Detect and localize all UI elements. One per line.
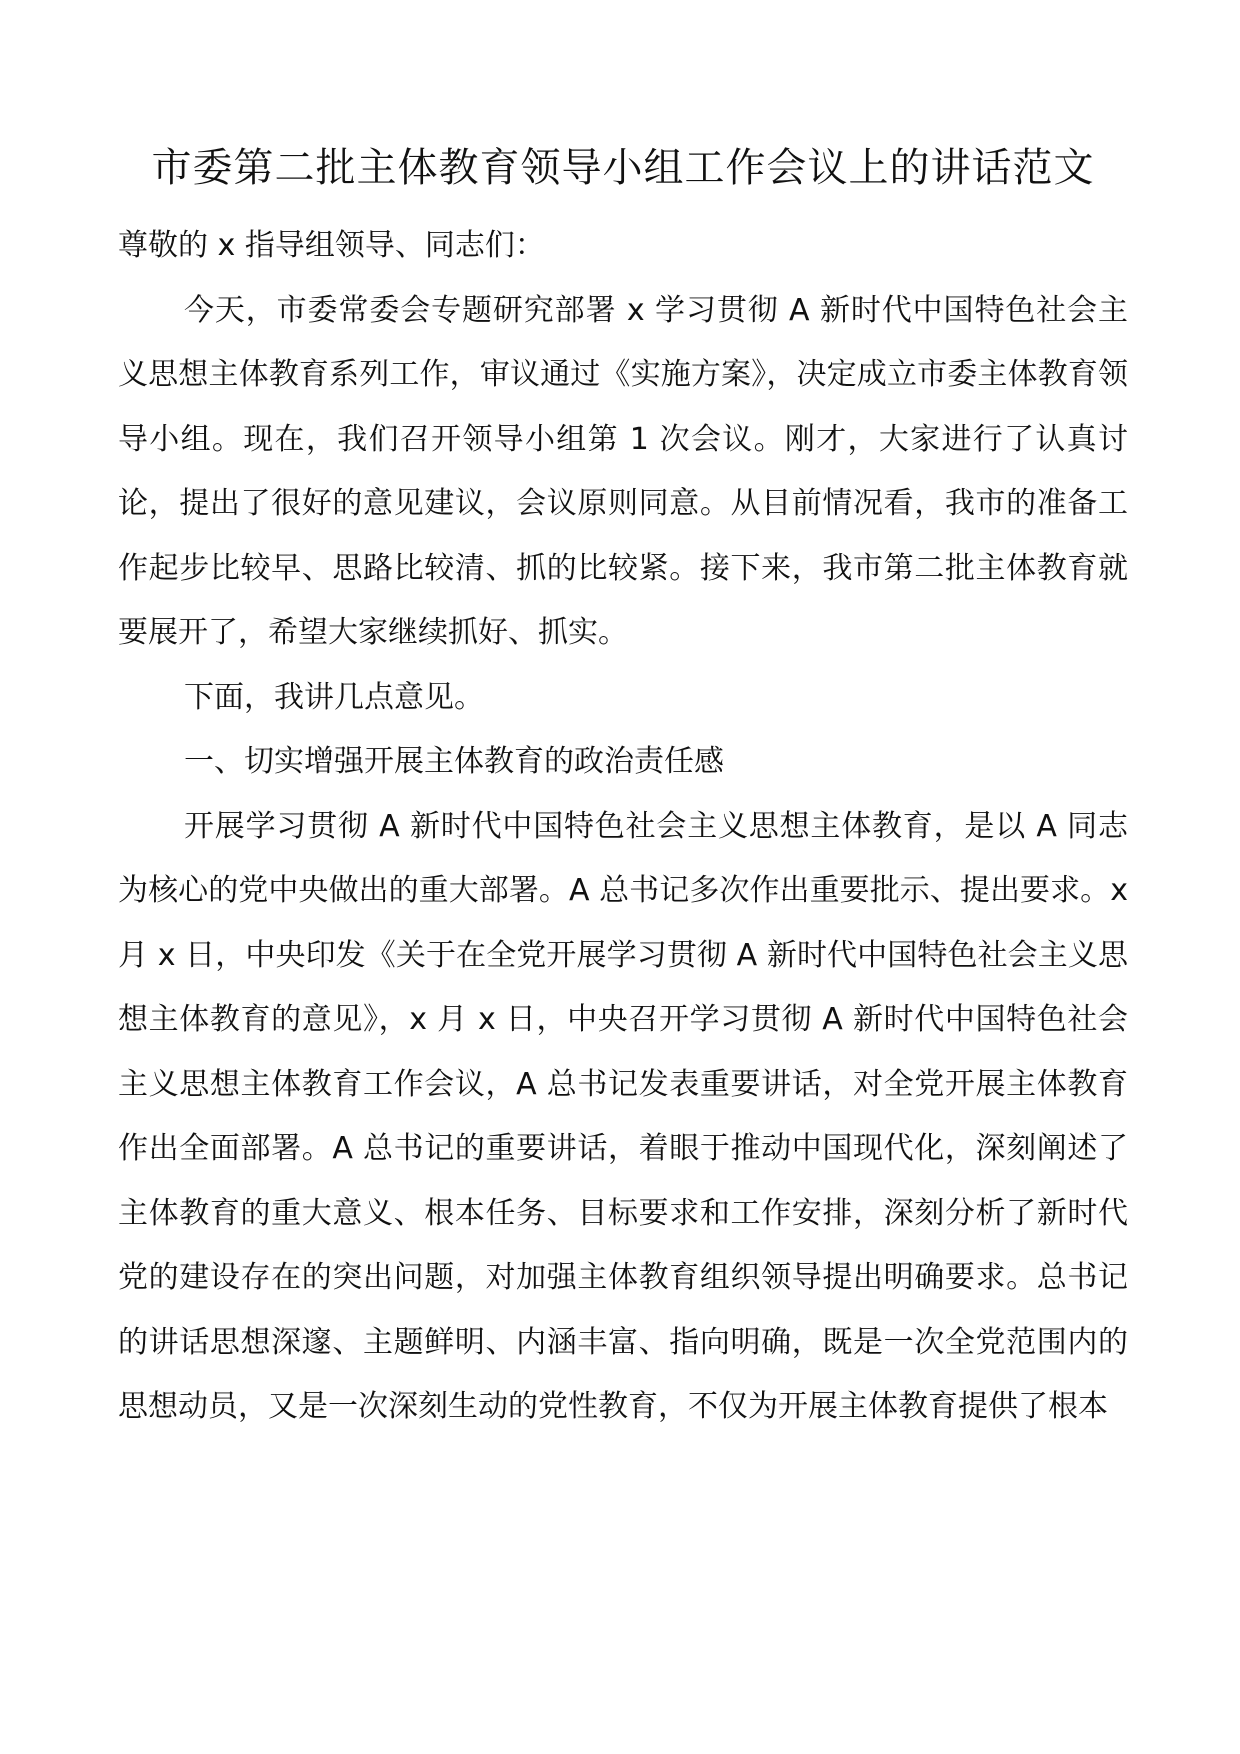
document-title: 市委第二批主体教育领导小组工作会议上的讲话范文 [151, 145, 1095, 191]
paragraph-section-1: 开展学习贯彻 A 新时代中国特色社会主义思想主体教育，是以 A 同志为核心的党中央做出的重大部署。A 总书记多次作出重要批示、提出要求。x 月 x 日，中央印发《关于在全党开展学习贯彻 A 新时代中国特色社会主义思想主体教育的意见》，x 月 x 日，中央召开学习贯彻 A 新时代中国特色社会主义思想主体教育工作会议，A 总书记发表重要讲话，对全党开展主体教育作出全面部署。A 总书记的重要讲话，着眼于推动中国现代化，深刻阐述了主体教育的重大意义、根本任务、目标要求和工作安排，深刻分析了新时代党的建设存在的突出问题，对加强主体教育组织领导提出明确要求。总书记的讲话思想深邃、主题鲜明、内涵丰富、指向明确，既是一次全党范围内的思想动员，又是一次深刻生动的党性教育，不仅为开展主体教育提供了根本 [118, 808, 1128, 1424]
paragraph-intro: 下面，我讲几点意见。 [184, 679, 484, 715]
salutation: 尊敬的 x 指导组领导、同志们： [118, 228, 545, 263]
paragraph-opening: 今天，市委常委会专题研究部署 x 学习贯彻 A 新时代中国特色社会主义思想主体教育系列工作，审议通过《实施方案》，决定成立市委主体教育领导小组。现在，我们召开领导小组第 1 次会议。刚才，大家进行了认真讨论，提出了很好的意见建议，会议原则同意。从目前情况看，我市的准备工作起步比较早、思路比较清、抓的比较紧。接下来，我市第二批主体教育就要展开了，希望大家继续抓好、抓实。 [118, 292, 1128, 650]
document-page [118, 140, 1128, 1440]
section-heading-1: 一、切实增强开展主体教育的政治责任感 [184, 744, 724, 779]
